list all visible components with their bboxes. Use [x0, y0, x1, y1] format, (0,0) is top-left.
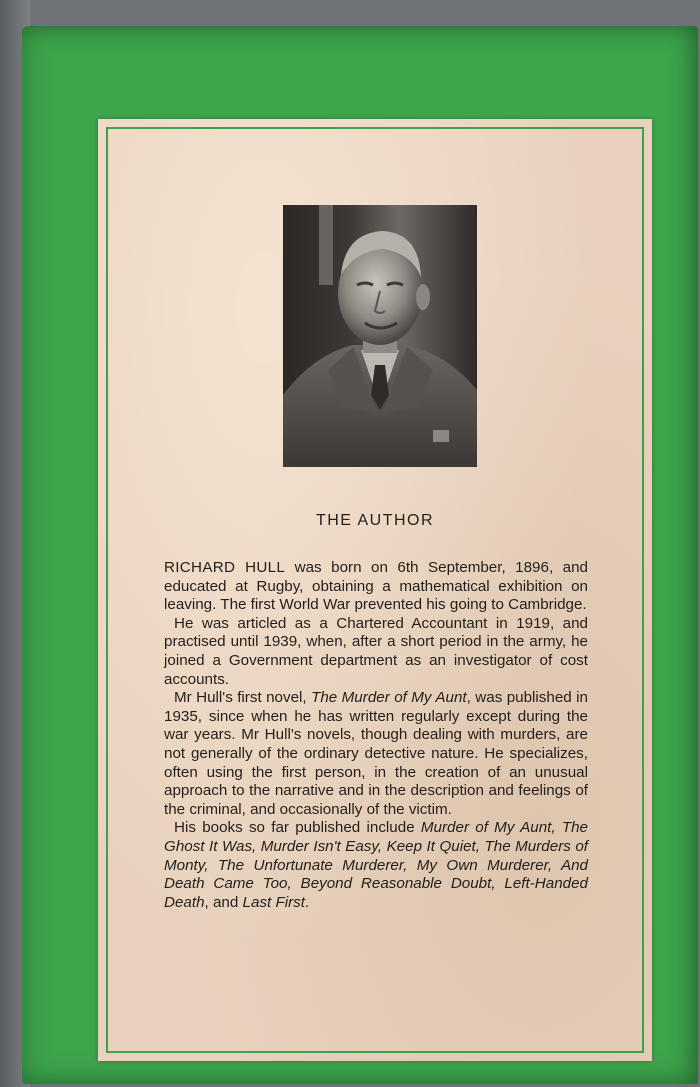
book-back-cover — [22, 26, 698, 1084]
bio-text: . — [304, 893, 310, 911]
section-heading: THE AUTHOR — [315, 512, 435, 529]
bio-paragraph-4 — [164, 819, 588, 912]
bio-paragraph-1 — [164, 559, 588, 615]
author-photo — [283, 205, 477, 467]
bio-text: , and — [204, 893, 243, 911]
bio-text: , was published in 1935, since when he has written regularly except during the war years. Mr Hull's novels, though dealing with murders, are not generally of the ordinary detective nature. He specializes, often using the first person, in the creation of an unusual approach to the narrative and in the description and feelings of the criminal, and occasionally of the victim. — [164, 689, 588, 818]
book-titles: Murder of My Aunt, The Ghost It Was, Murder Isn't Easy, Keep It Quiet, The Murders of Monty, The Unfortunate Murderer, My Own Murderer, And Death Came Too, Beyond Reasonable Doubt, Left-Handed Death — [164, 819, 589, 911]
book-title: The Murder of My Aunt — [311, 689, 467, 707]
bio-text: was born on 6th September, 1896, and educated at Rugby, obtaining a mathematical exhibition on leaving. The first World War prevented his going to Cambridge. — [164, 559, 589, 614]
author-panel — [98, 119, 652, 1061]
bio-text: His books so far published include — [174, 819, 421, 837]
bio-paragraph-3 — [164, 689, 588, 819]
author-name: RICHARD HULL — [164, 559, 286, 576]
author-bio — [164, 559, 588, 912]
bio-paragraph-2: He was articled as a Chartered Accountant in 1919, and practised until 1939, when, after a short period in the army, he joined a Government department as an investigator of cost accounts. — [164, 614, 588, 688]
bio-text: Mr Hull's first novel, — [174, 689, 312, 707]
book-title: Last First — [242, 893, 305, 911]
